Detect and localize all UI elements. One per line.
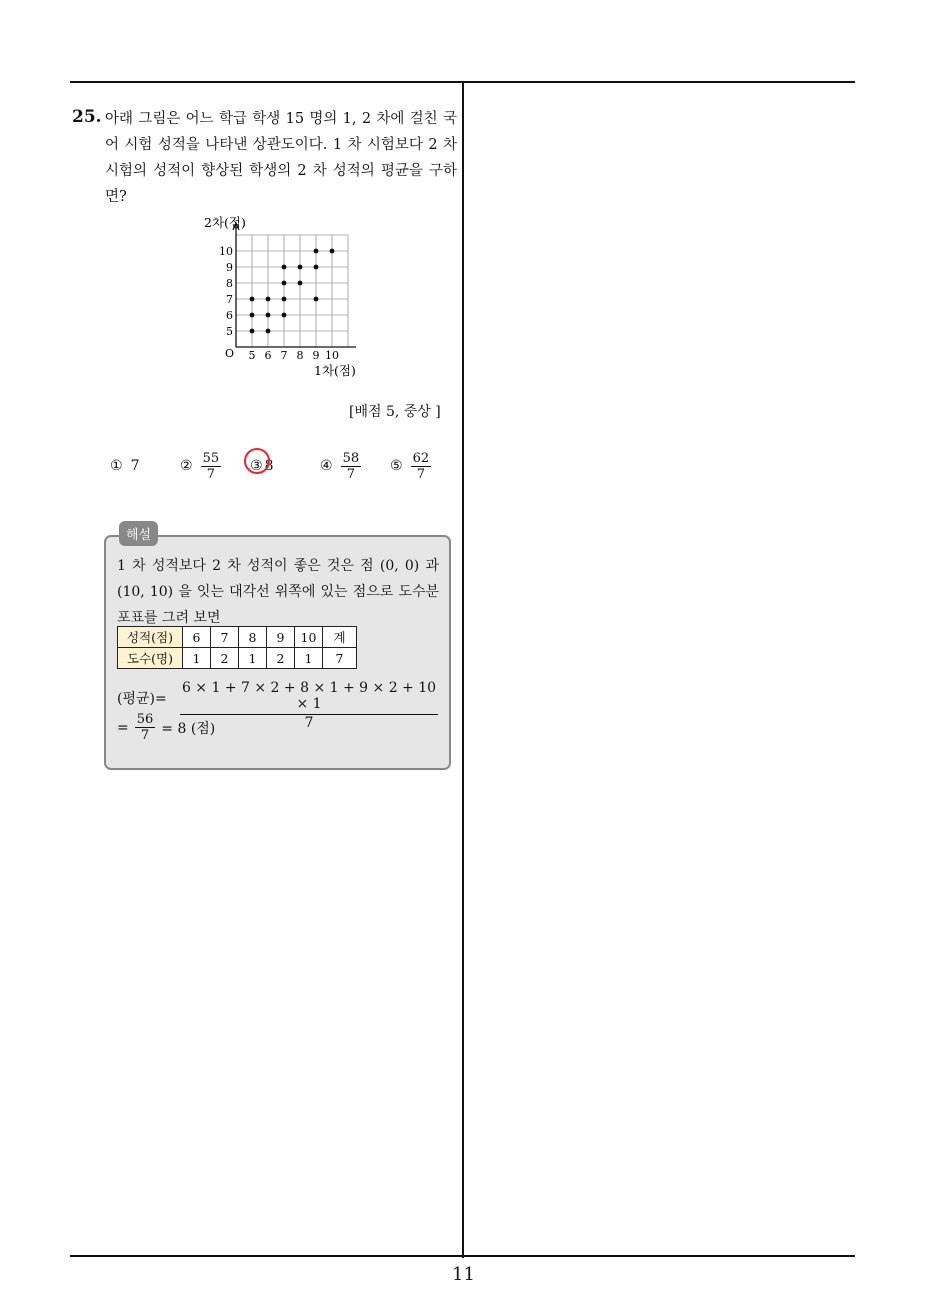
data-point — [266, 313, 271, 318]
solution-text: 1 차 성적보다 2 차 성적이 좋은 것은 점 (0, 0) 과 (10, 10) 을 잇는 대각선 위쪽에 있는 점으로 도수분포표를 그려 보면 — [117, 558, 439, 626]
choice-4-mark: ④ — [320, 458, 333, 474]
choice-2-fraction — [201, 451, 222, 482]
choice-2-numerator: 55 — [202, 450, 220, 466]
choice-2-mark: ② — [180, 458, 193, 474]
data-point — [314, 249, 319, 254]
data-point — [314, 297, 319, 302]
choice-2-denominator: 7 — [206, 466, 215, 482]
choice-1-value: 7 — [130, 458, 140, 474]
table-cell: 1 — [183, 648, 211, 669]
table-cell: 7 — [211, 627, 239, 648]
y-tick-label: 5 — [226, 325, 233, 338]
answer-choices — [0, 446, 460, 486]
table-cell: 10 — [295, 627, 323, 648]
y-tick-label: 6 — [226, 309, 233, 322]
plot-axes — [233, 223, 356, 347]
y-axis-label: 2차(점) — [204, 215, 246, 230]
x-tick-label: 5 — [248, 349, 256, 362]
choice-5-fraction — [411, 451, 432, 482]
x-tick-label: 7 — [280, 349, 288, 362]
page-number: 11 — [452, 1264, 475, 1285]
choice-5-numerator: 62 — [412, 450, 430, 466]
solution-tag: 해설 — [119, 521, 158, 546]
mean-result — [117, 712, 215, 743]
choice-5-mark: ⑤ — [390, 458, 403, 474]
x-tick-label: 8 — [296, 349, 304, 362]
plot-points — [250, 249, 335, 334]
data-point — [282, 313, 287, 318]
data-point — [298, 281, 303, 286]
table-cell: 2 — [211, 648, 239, 669]
plot-ticks — [219, 245, 339, 362]
mean-fraction — [180, 680, 438, 731]
result-fraction — [135, 712, 156, 743]
choice-3-mark: ③ — [250, 458, 263, 474]
choice-5[interactable] — [390, 446, 431, 486]
data-point — [330, 249, 335, 254]
table-row — [118, 627, 357, 648]
choice-4[interactable] — [320, 446, 361, 486]
data-point — [266, 297, 271, 302]
table-cell: 6 — [183, 627, 211, 648]
x-tick-label: 10 — [325, 349, 339, 362]
result-rest: = 8 (점) — [161, 720, 216, 737]
table-cell: 8 — [239, 627, 267, 648]
data-point — [282, 265, 287, 270]
frequency-table — [117, 626, 357, 669]
choice-1-mark: ① — [110, 458, 123, 474]
result-numerator: 56 — [136, 712, 154, 727]
scatter-plot — [195, 213, 365, 383]
y-tick-label: 10 — [219, 245, 233, 258]
mean-numerator: 6 × 1 + 7 × 2 + 8 × 1 + 9 × 2 + 10 × 1 — [180, 680, 438, 715]
choice-4-fraction — [341, 451, 362, 482]
table-cell: 2 — [267, 648, 295, 669]
data-point — [250, 329, 255, 334]
x-tick-label: 9 — [312, 349, 320, 362]
data-point — [282, 297, 287, 302]
choice-3-value: 8 — [264, 458, 274, 474]
data-point — [250, 297, 255, 302]
mean-label: (평균)= — [117, 691, 167, 707]
equals-sign: = — [117, 719, 129, 736]
data-point — [282, 281, 287, 286]
table-cell: 1 — [239, 648, 267, 669]
data-point — [250, 313, 255, 318]
table-cell: 계 — [323, 627, 357, 648]
y-tick-label: 7 — [226, 293, 233, 306]
table-cell: 7 — [323, 648, 357, 669]
table-cell: 성적(점) — [118, 627, 183, 648]
question-number: 25. — [72, 107, 102, 127]
answer-circle-mark — [244, 448, 270, 474]
result-denominator: 7 — [140, 728, 150, 743]
data-point — [314, 265, 319, 270]
data-point — [266, 329, 271, 334]
origin-label: O — [225, 347, 235, 360]
question-text: 아래 그림은 어느 학급 학생 15 명의 1, 2 차에 걸친 국어 시험 성적을 나타낸 상관도이다. 1 차 시험보다 2 차 시험의 성적이 향상된 학생의 2 차 성적의 평균을 구하면? — [105, 111, 457, 205]
table-cell: 도수(명) — [118, 648, 183, 669]
choice-1[interactable] — [110, 446, 139, 486]
x-tick-label: 6 — [264, 349, 272, 362]
choice-5-denominator: 7 — [416, 466, 425, 482]
table-cell: 9 — [267, 627, 295, 648]
choice-4-denominator: 7 — [346, 466, 355, 482]
data-point — [298, 265, 303, 270]
y-tick-label: 9 — [226, 261, 233, 274]
x-axis-label: 1차(점) — [314, 363, 356, 378]
mean-denominator: 7 — [304, 715, 314, 731]
choice-4-numerator: 58 — [342, 450, 360, 466]
table-cell: 1 — [295, 648, 323, 669]
choice-2[interactable] — [180, 446, 221, 486]
column-divider — [462, 82, 464, 1258]
table-row — [118, 648, 357, 669]
score-note: [배점 5, 중상 ] — [349, 404, 441, 420]
y-tick-label: 8 — [226, 277, 233, 290]
